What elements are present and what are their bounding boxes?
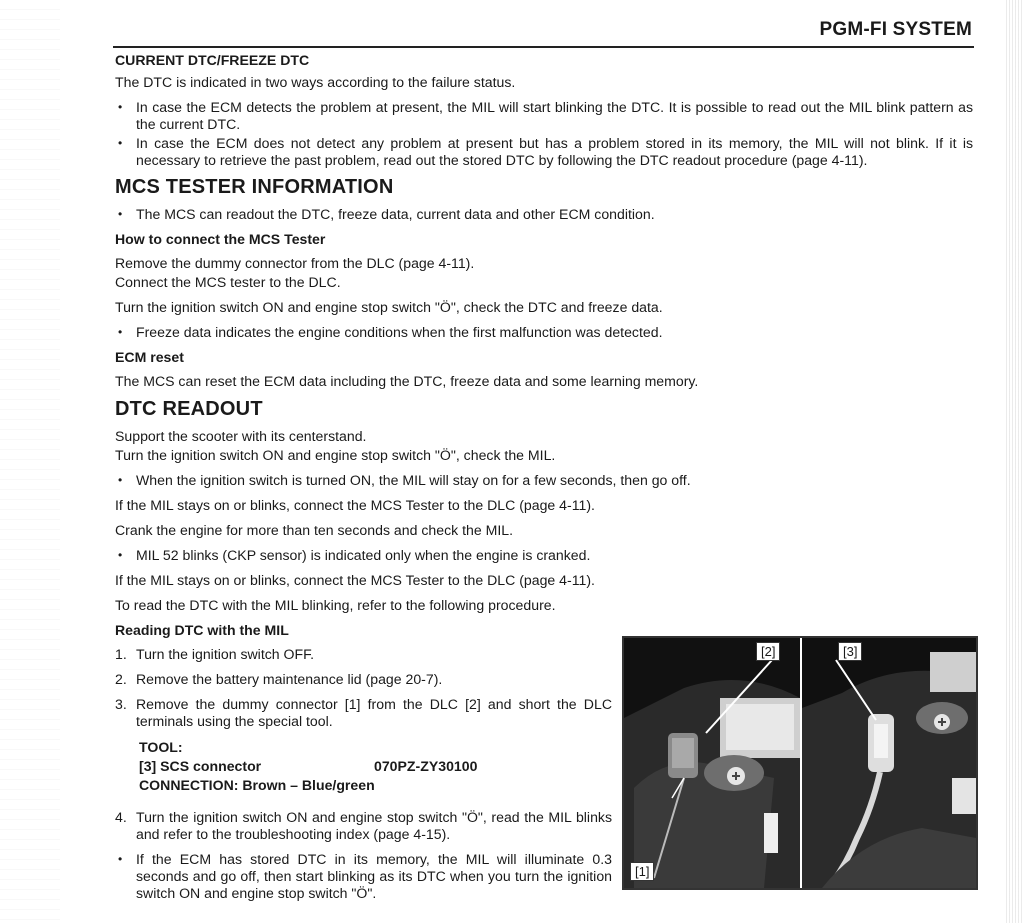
readout-para-4: To read the DTC with the MIL blinking, refer to the following procedure. <box>115 597 556 613</box>
page-header <box>113 16 974 48</box>
readout-list-1 <box>115 472 973 489</box>
step-text: Turn the ignition switch ON and engine stop switch "Ö", read the MIL blinks and refer to the troubleshooting index (page 4-15). <box>136 809 612 842</box>
callout-3: [3] <box>838 642 862 661</box>
tool-label: TOOL: <box>139 739 183 755</box>
list-item: • In case the ECM detects the problem at present, the MIL will start blinking the DTC. It is possible to read out the MIL blink pattern as the current DTC. <box>115 99 973 133</box>
step-text: Remove the battery maintenance lid (page 20-7). <box>136 671 443 687</box>
step-item <box>115 696 612 730</box>
readout-para-1: If the MIL stays on or blinks, connect the MCS Tester to the DLC (page 4-11). <box>115 497 595 513</box>
connect-heading: How to connect the MCS Tester <box>115 231 326 247</box>
list-item: • In case the ECM does not detect any problem at present but has a problem stored in its memory, the MIL will not blink. If it is necessary to retrieve the past problem, read out the stored DTC by following the DTC readout procedure (page 4-11). <box>115 135 973 169</box>
mcs-heading: MCS TESTER INFORMATION <box>115 176 394 198</box>
readout-line-2: Turn the ignition switch ON and engine stop switch "Ö", check the MIL. <box>115 447 556 463</box>
step-item <box>115 671 612 688</box>
mcs-list <box>115 206 973 223</box>
current-dtc-heading: CURRENT DTC/FREEZE DTC <box>115 52 310 68</box>
final-list <box>115 851 612 902</box>
callout-1: [1] <box>630 862 654 881</box>
tool-row <box>139 757 612 776</box>
section-title: PGM-FI SYSTEM <box>819 19 972 40</box>
step-number: 2. <box>115 671 127 687</box>
dlc-photo-illustration <box>624 638 800 888</box>
list-item: • When the ignition switch is turned ON, the MIL will stay on for a few seconds, then go off. <box>115 472 973 489</box>
step-text: Turn the ignition switch OFF. <box>136 646 315 662</box>
current-dtc-list <box>115 99 973 169</box>
reading-dtc-heading: Reading DTC with the MIL <box>115 622 289 638</box>
readout-list-2 <box>115 547 973 564</box>
ecm-reset-heading: ECM reset <box>115 349 184 365</box>
scs-photo-illustration <box>802 638 976 888</box>
photo-pane-scs <box>802 638 976 888</box>
step-item <box>115 646 612 663</box>
photo-pane-dlc <box>624 638 800 888</box>
step-number: 4. <box>115 809 127 825</box>
procedure-steps <box>115 646 612 902</box>
freeze-list <box>115 324 973 341</box>
dtc-readout-heading: DTC READOUT <box>115 398 263 420</box>
step-item <box>115 809 612 843</box>
step-text: Remove the dummy connector [1] from the DLC [2] and short the DLC terminals using the special tool. <box>136 696 612 729</box>
step-number: 3. <box>115 696 127 712</box>
list-item: • MIL 52 blinks (CKP sensor) is indicated only when the engine is cranked. <box>115 547 973 564</box>
list-item: • If the ECM has stored DTC in its memory, the MIL will illuminate 0.3 seconds and go off, then start blinking as its DTC when you turn the ignition switch ON and engine stop switch "Ö". <box>115 851 612 902</box>
readout-para-2: Crank the engine for more than ten seconds and check the MIL. <box>115 522 513 538</box>
scan-edge-left <box>0 0 60 923</box>
current-dtc-intro: The DTC is indicated in two ways according to the failure status. <box>115 74 516 90</box>
turn-on-text: Turn the ignition switch ON and engine stop switch "Ö", check the DTC and freeze data. <box>115 299 663 315</box>
tool-connection: CONNECTION: Brown – Blue/green <box>139 777 375 793</box>
connect-line-1: Remove the dummy connector from the DLC (page 4-11). <box>115 255 475 271</box>
step-number: 1. <box>115 646 127 662</box>
tool-part-number: 070PZ-ZY30100 <box>374 758 478 774</box>
tool-box <box>139 738 612 795</box>
readout-line-1: Support the scooter with its centerstand. <box>115 428 367 444</box>
scan-edge-right <box>1004 0 1024 923</box>
list-item: • Freeze data indicates the engine conditions when the first malfunction was detected. <box>115 324 973 341</box>
ecm-reset-text: The MCS can reset the ECM data including the DTC, freeze data and some learning memory. <box>115 373 699 389</box>
callout-2: [2] <box>756 642 780 661</box>
dlc-photo-figure <box>622 636 978 890</box>
tool-item: [3] SCS connector <box>139 758 262 774</box>
list-item: • The MCS can readout the DTC, freeze data, current data and other ECM condition. <box>115 206 973 223</box>
readout-para-3: If the MIL stays on or blinks, connect the MCS Tester to the DLC (page 4-11). <box>115 572 595 588</box>
connect-line-2: Connect the MCS tester to the DLC. <box>115 274 341 290</box>
